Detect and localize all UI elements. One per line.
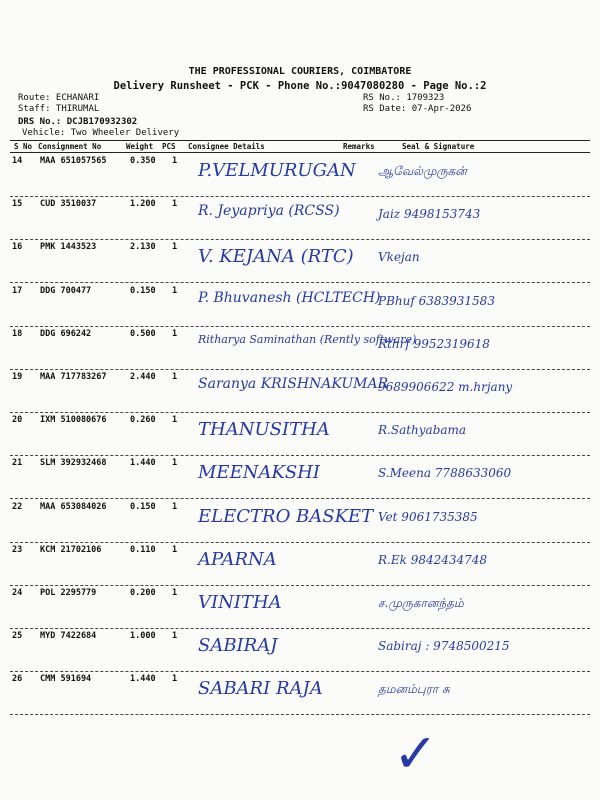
row-pcs: 1 xyxy=(172,242,178,253)
row-sno: 23 xyxy=(12,544,23,555)
seal-signature: R.Sathyabama xyxy=(378,423,467,438)
consignee-handwritten-name: V. KEJANA (RTC) xyxy=(198,246,354,268)
table-row xyxy=(0,327,600,370)
row-separator xyxy=(10,714,590,715)
row-weight: 0.150 xyxy=(130,501,156,512)
consignee-handwritten-name: APARNA xyxy=(198,548,277,570)
row-consignment-no: MAA 651057565 xyxy=(40,156,107,166)
row-pcs: 1 xyxy=(172,588,178,598)
table-row xyxy=(0,370,600,413)
row-consignment-no: DDG 700477 xyxy=(40,285,92,296)
table-row xyxy=(0,413,600,456)
col-weight: Weight xyxy=(126,142,154,151)
row-sno: 20 xyxy=(12,415,23,426)
row-consignment-no: CMM 591694 xyxy=(40,674,92,685)
row-consignment-no: POL 2295779 xyxy=(40,588,97,598)
row-pcs: 1 xyxy=(172,328,178,339)
seal-signature: Vet 9061735385 xyxy=(378,509,478,524)
col-remarks: Remarks xyxy=(343,142,375,151)
rs-number: RS No.: 1709323 xyxy=(363,93,445,103)
row-sno: 15 xyxy=(12,199,23,210)
row-sno: 21 xyxy=(12,458,23,469)
row-pcs: 1 xyxy=(172,372,178,382)
consignee-handwritten-name: Ritharya Saminathan (Rently software) xyxy=(198,332,417,346)
consignee-handwritten-name: VINITHA xyxy=(198,592,282,613)
row-consignment-no: MAA 717783267 xyxy=(40,372,107,382)
rs-date: RS Date: 07-Apr-2026 xyxy=(363,104,472,114)
row-weight: 2.440 xyxy=(130,372,156,382)
row-pcs: 1 xyxy=(172,544,178,555)
runsheet-subtitle: Delivery Runsheet - PCK - Phone No.:9047080280 - Page No.:2 xyxy=(113,80,487,92)
consignee-handwritten-name: THANUSITHA xyxy=(198,419,330,441)
table-row xyxy=(0,197,600,240)
table-row xyxy=(0,629,600,672)
row-weight: 2.130 xyxy=(130,242,156,253)
consignee-handwritten-name: P.VELMURUGAN xyxy=(198,160,356,181)
consignee-handwritten-name: ELECTRO BASKET xyxy=(198,505,374,527)
col-pcs: PCS xyxy=(162,142,176,151)
row-sno: 25 xyxy=(12,631,23,642)
route-label: Route: ECHANARI xyxy=(18,93,100,103)
consignee-handwritten-name: Saranya KRISHNAKUMAR xyxy=(198,376,389,392)
seal-signature: ஆவேல்முருகன் xyxy=(378,164,467,178)
col-sno: S No xyxy=(14,142,33,151)
consignee-handwritten-name: R. Jeyapriya (RCSS) xyxy=(198,203,340,220)
row-sno: 18 xyxy=(12,328,23,339)
consignee-handwritten-name: SABARI RAJA xyxy=(198,678,323,700)
seal-signature: PBhuf 6383931583 xyxy=(378,293,495,308)
row-weight: 1.200 xyxy=(130,199,156,210)
table-row xyxy=(0,456,600,499)
row-pcs: 1 xyxy=(172,674,178,685)
row-weight: 0.200 xyxy=(130,588,156,598)
row-sno: 17 xyxy=(12,285,23,296)
col-consignment: Consignment No xyxy=(38,142,102,151)
company-title: THE PROFESSIONAL COURIERS, COIMBATORE xyxy=(188,66,412,77)
row-pcs: 1 xyxy=(172,156,178,166)
row-pcs: 1 xyxy=(172,631,178,642)
row-weight: 0.110 xyxy=(130,544,156,555)
row-pcs: 1 xyxy=(172,458,178,469)
seal-signature: Rthrf 9952319618 xyxy=(378,336,490,351)
seal-signature: R.Ek 9842434748 xyxy=(378,552,488,567)
row-pcs: 1 xyxy=(172,501,178,512)
table-row xyxy=(0,586,600,629)
seal-signature: S.Meena 7788633060 xyxy=(378,466,512,481)
consignee-handwritten-name: SABIRAJ xyxy=(198,635,278,657)
row-pcs: 1 xyxy=(172,199,178,210)
row-pcs: 1 xyxy=(172,415,178,426)
row-sno: 14 xyxy=(12,156,23,166)
row-sno: 19 xyxy=(12,372,23,382)
drs-number: DRS No.: DCJB170932302 xyxy=(18,117,138,127)
consignee-handwritten-name: P. Bhuvanesh (HCLTECH) xyxy=(198,289,381,306)
vehicle-label: Vehicle: Two Wheeler Delivery xyxy=(22,128,180,138)
row-weight: 1.000 xyxy=(130,631,156,642)
table-row xyxy=(0,500,600,543)
column-header-rule xyxy=(10,152,590,153)
seal-signature: தமனம்புரா சு xyxy=(378,682,450,697)
row-weight: 0.500 xyxy=(130,328,156,339)
table-row xyxy=(0,672,600,715)
row-weight: 0.350 xyxy=(130,156,156,166)
row-consignment-no: DDG 696242 xyxy=(40,328,92,339)
seal-signature: ச.முருகானந்தம் xyxy=(378,596,464,610)
seal-signature: Jaiz 9498153743 xyxy=(378,207,481,222)
seal-signature: Sabiraj : 9748500215 xyxy=(378,639,510,654)
row-sno: 16 xyxy=(12,242,23,253)
row-weight: 0.260 xyxy=(130,415,156,426)
row-consignment-no: KCM 21702106 xyxy=(40,544,102,555)
table-row xyxy=(0,284,600,327)
table-row xyxy=(0,543,600,586)
seal-signature: 9689906622 m.hrjany xyxy=(378,380,513,394)
table-row xyxy=(0,240,600,283)
row-consignment-no: MYD 7422684 xyxy=(40,631,97,642)
checkmark: ✓ xyxy=(393,722,439,785)
row-consignment-no: CUD 3510037 xyxy=(40,199,97,210)
staff-label: Staff: THIRUMAL xyxy=(18,104,100,114)
consignee-handwritten-name: MEENAKSHI xyxy=(198,462,321,484)
row-consignment-no: PMK 1443523 xyxy=(40,242,97,253)
table-row xyxy=(0,154,600,197)
col-consignee-details: Consignee Details xyxy=(188,142,265,151)
row-consignment-no: IXM 510080676 xyxy=(40,415,107,426)
row-sno: 22 xyxy=(12,501,23,512)
row-weight: 1.440 xyxy=(130,458,156,469)
row-consignment-no: SLM 392932468 xyxy=(40,458,107,469)
row-weight: 0.150 xyxy=(130,285,156,296)
header-rule xyxy=(10,140,590,141)
row-consignment-no: MAA 653084026 xyxy=(40,501,107,512)
row-sno: 26 xyxy=(12,674,23,685)
col-seal-signature: Seal & Signature xyxy=(402,142,475,151)
row-weight: 1.440 xyxy=(130,674,156,685)
seal-signature: Vkejan xyxy=(378,250,420,265)
row-pcs: 1 xyxy=(172,285,178,296)
row-sno: 24 xyxy=(12,588,23,598)
